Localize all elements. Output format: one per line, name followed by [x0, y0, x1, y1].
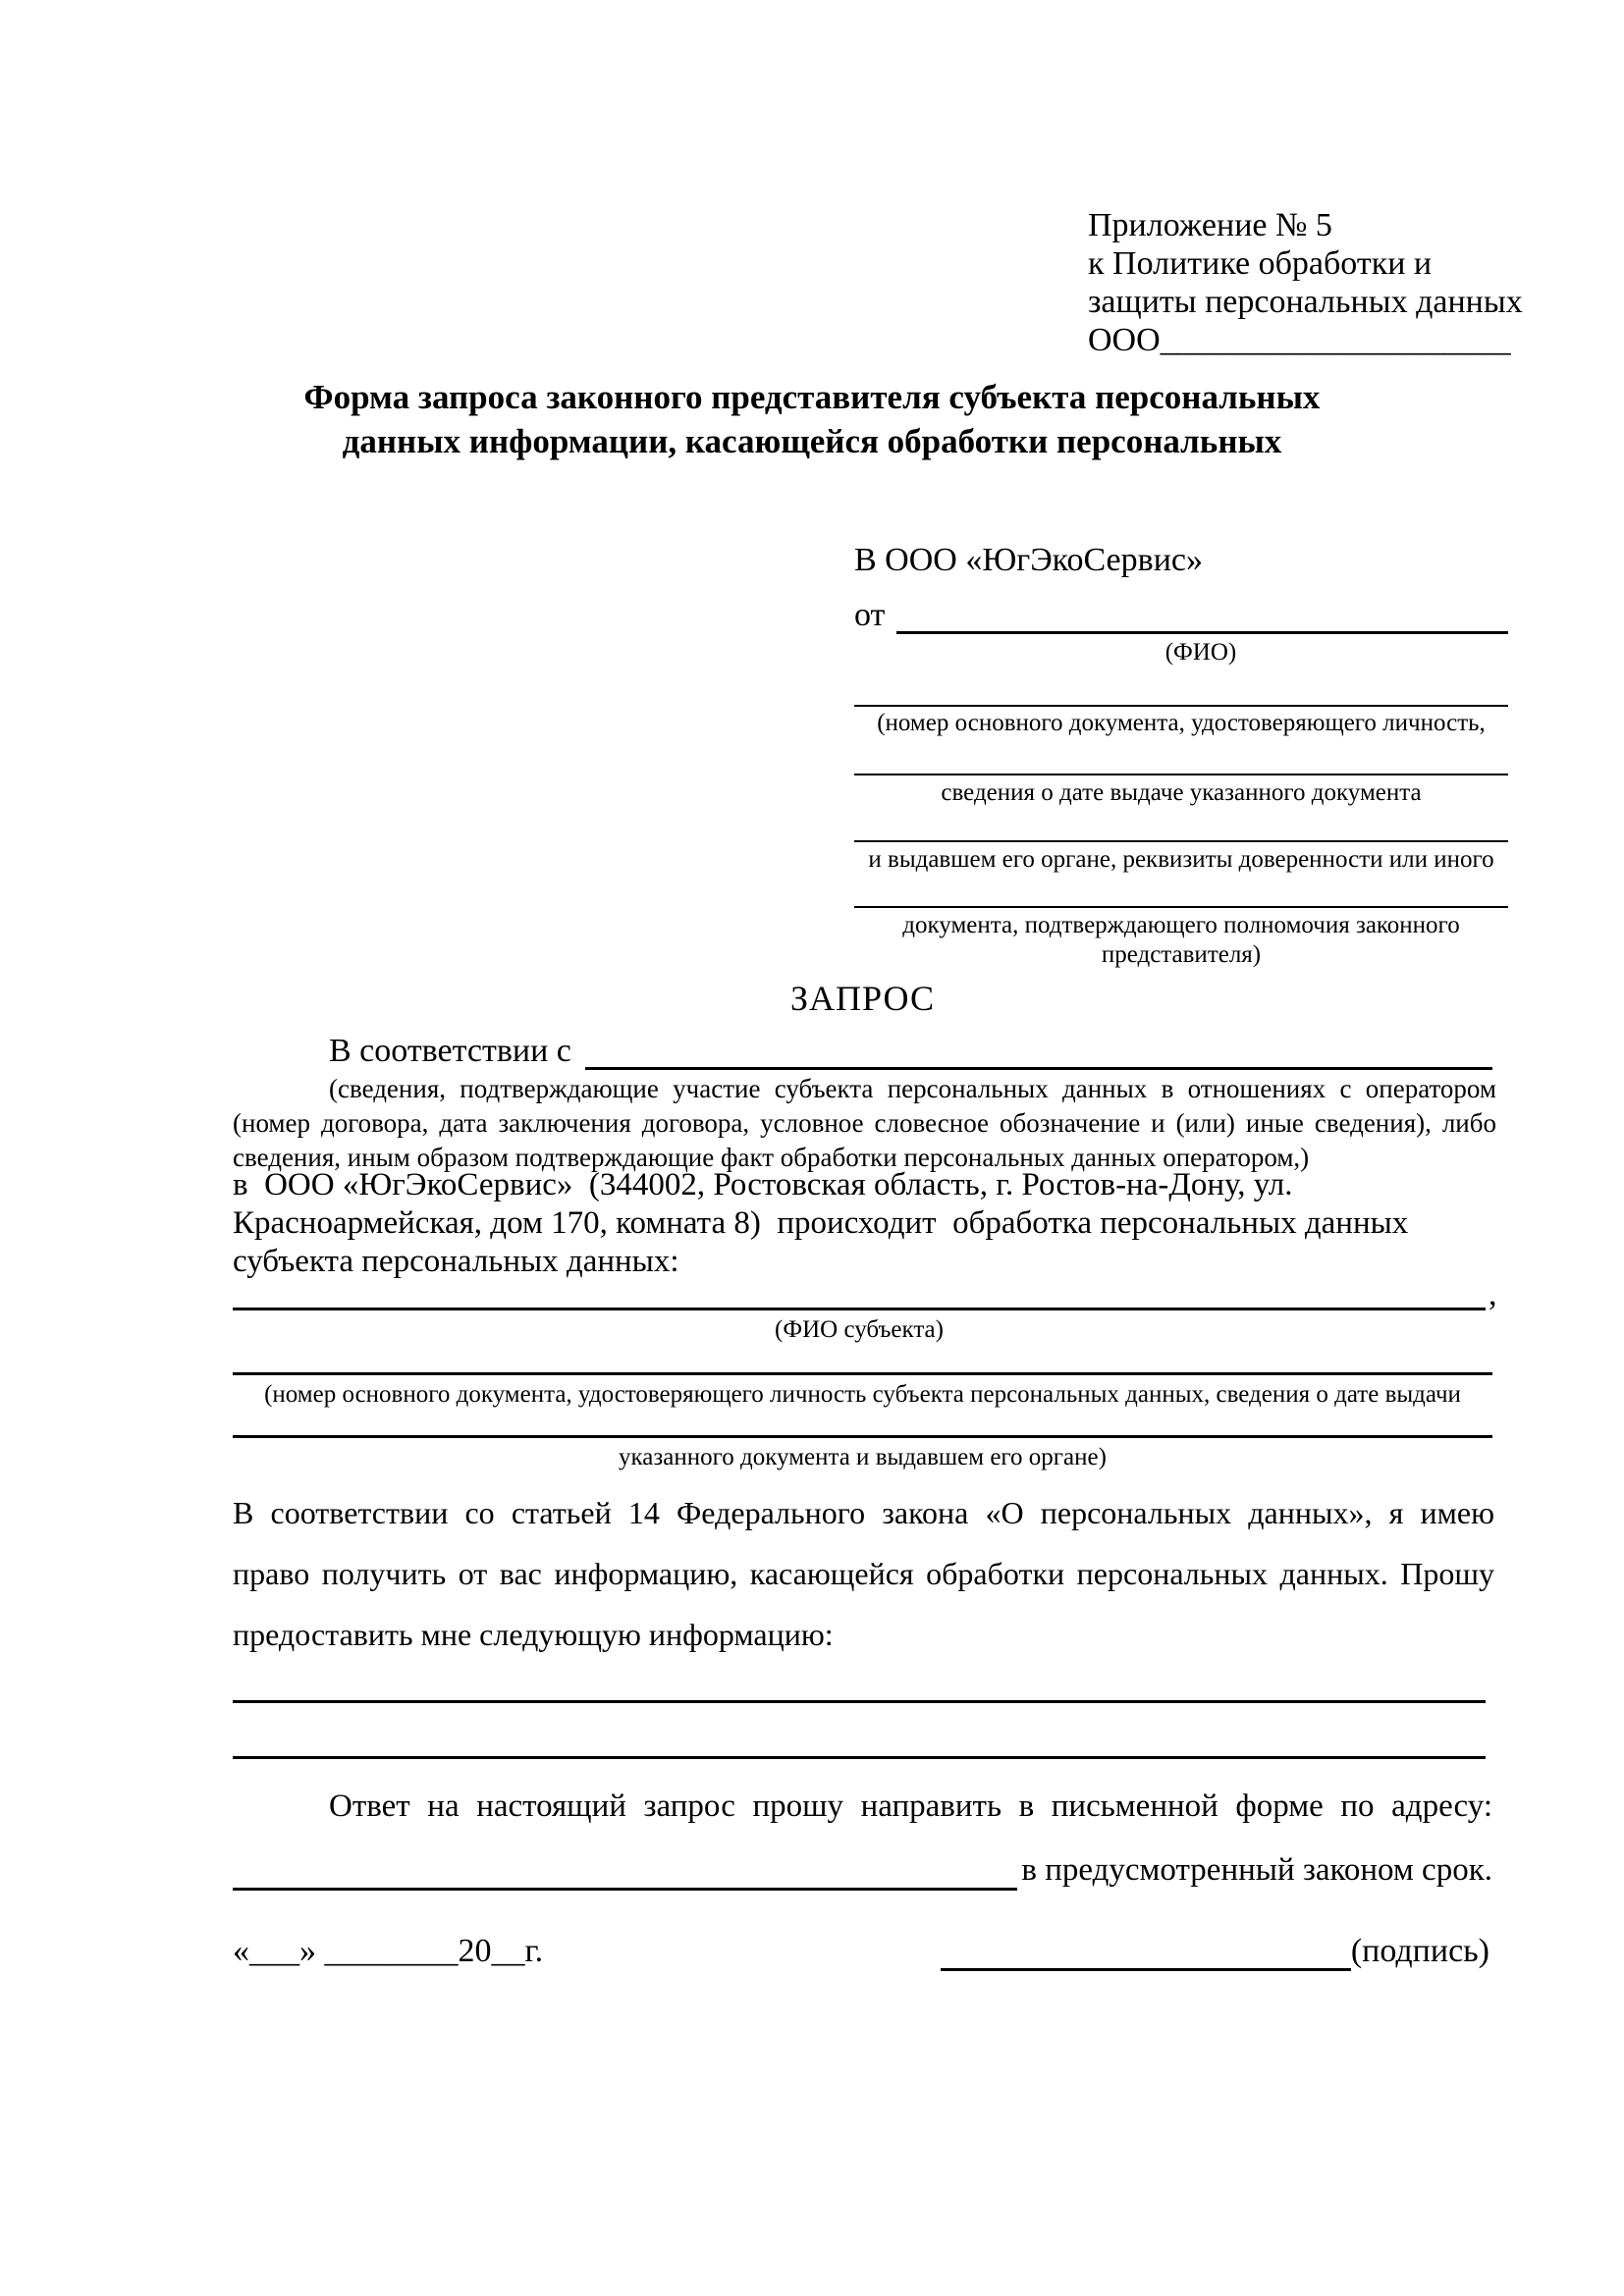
law-paragraph-line1: В соответствии со статьей 14 Федерального закона «О персональных данных», я имею	[233, 1495, 1494, 1530]
from-line	[854, 597, 1508, 634]
accordance-line	[233, 1033, 1492, 1070]
representative-doc-caption-3: и выдавшем его органе, реквизиты доверенности или иного	[868, 846, 1494, 873]
accordance-note: (сведения, подтверждающие участие субъекта персональных данных в отношениях с оператором (номер договора, дата заключения договора, условное словесное обозначение и (или) иные сведения), либо сведения, иным образом подтверждающие факт обработки персональных данных оператором,)	[233, 1074, 1496, 1172]
appendix-policy-line1: к Политике обработки и	[1088, 245, 1433, 282]
signature-row	[233, 1932, 1489, 1971]
law-paragraph	[233, 1482, 1494, 1665]
response-paragraph-suffix: в предусмотренный законом срок.	[1021, 1852, 1492, 1888]
representative-doc-blank-line-2	[854, 774, 1508, 775]
signature-caption: (подпись)	[1350, 1933, 1489, 1969]
appendix-header	[1088, 206, 1540, 359]
accordance-lead: В соответствии с	[329, 1033, 571, 1069]
representative-doc-blank-line-4	[854, 906, 1508, 908]
information-blank-line-2	[233, 1756, 1486, 1759]
response-paragraph	[233, 1783, 1492, 1891]
subject-fio-caption: (ФИО субъекта)	[775, 1316, 944, 1343]
request-heading: ЗАПРОС	[790, 979, 935, 1018]
document-title	[157, 375, 1467, 463]
appendix-policy-line2: защиты персональных данных	[1088, 284, 1523, 320]
representative-doc-blank-line-1	[854, 705, 1508, 707]
operator-paragraph-line3: субъекта персональных данных:	[233, 1244, 679, 1279]
subject-fio-blank-line	[233, 1308, 1486, 1310]
representative-doc-caption-2: сведения о дате выдаче указанного документа	[941, 779, 1422, 806]
operator-paragraph	[233, 1166, 1501, 1281]
document-title-line1: Форма запроса законного представителя субъекта персональных	[303, 378, 1321, 416]
subject-fio-comma: ,	[1489, 1276, 1497, 1312]
operator-paragraph-line1: в ООО «ЮгЭкоСервис» (344002, Ростовская область, г. Ростов-на-Дону, ул.	[233, 1167, 1293, 1202]
subject-doc-blank-line-2	[233, 1435, 1492, 1438]
information-blank-line-1	[233, 1700, 1486, 1703]
subject-doc-caption-2: указанного документа и выдавшем его органе)	[619, 1444, 1107, 1470]
signature-date: «___» ________20__г.	[233, 1933, 544, 1969]
from-label: от	[854, 597, 886, 633]
signature-blank-line	[941, 1935, 1351, 1971]
operator-paragraph-line2: Красноармейская, дом 170, комната 8) происходит обработка персональных данных	[233, 1205, 1409, 1241]
subject-doc-caption-1: (номер основного документа, удостоверяющего личность субъекта персональных данных, сведения о дате выдачи	[264, 1381, 1461, 1408]
accordance-blank-line	[585, 1034, 1492, 1070]
representative-doc-caption-1: (номер основного документа, удостоверяющего личность,	[877, 710, 1486, 736]
signature-area	[941, 1932, 1489, 1971]
addressee-company: В ООО «ЮгЭкоСервис»	[854, 542, 1203, 578]
appendix-company-blank: ООО_____________________	[1088, 322, 1511, 358]
response-paragraph-line1: Ответ на настоящий запрос прошу направить в письменной форме по адресу:	[329, 1789, 1492, 1824]
law-paragraph-line3: предоставить мне следующую информацию:	[233, 1617, 834, 1652]
addressee-block	[854, 542, 1508, 968]
representative-doc-blank-line-3	[854, 840, 1508, 842]
fio-caption: (ФИО)	[1164, 639, 1237, 666]
representative-doc-caption-4: документа, подтверждающего полномочия законного представителя)	[902, 912, 1460, 968]
subject-doc-blank-line-1	[233, 1372, 1492, 1375]
response-address-blank-line	[233, 1854, 1017, 1891]
law-paragraph-line2: право получить от вас информацию, касающейся обработки персональных данных. Прошу	[233, 1556, 1494, 1591]
from-blank-line	[896, 598, 1508, 634]
response-address-line	[233, 1849, 1492, 1891]
document-title-line2: данных информации, касающейся обработки персональных	[342, 422, 1282, 460]
appendix-number: Приложение № 5	[1088, 207, 1332, 243]
